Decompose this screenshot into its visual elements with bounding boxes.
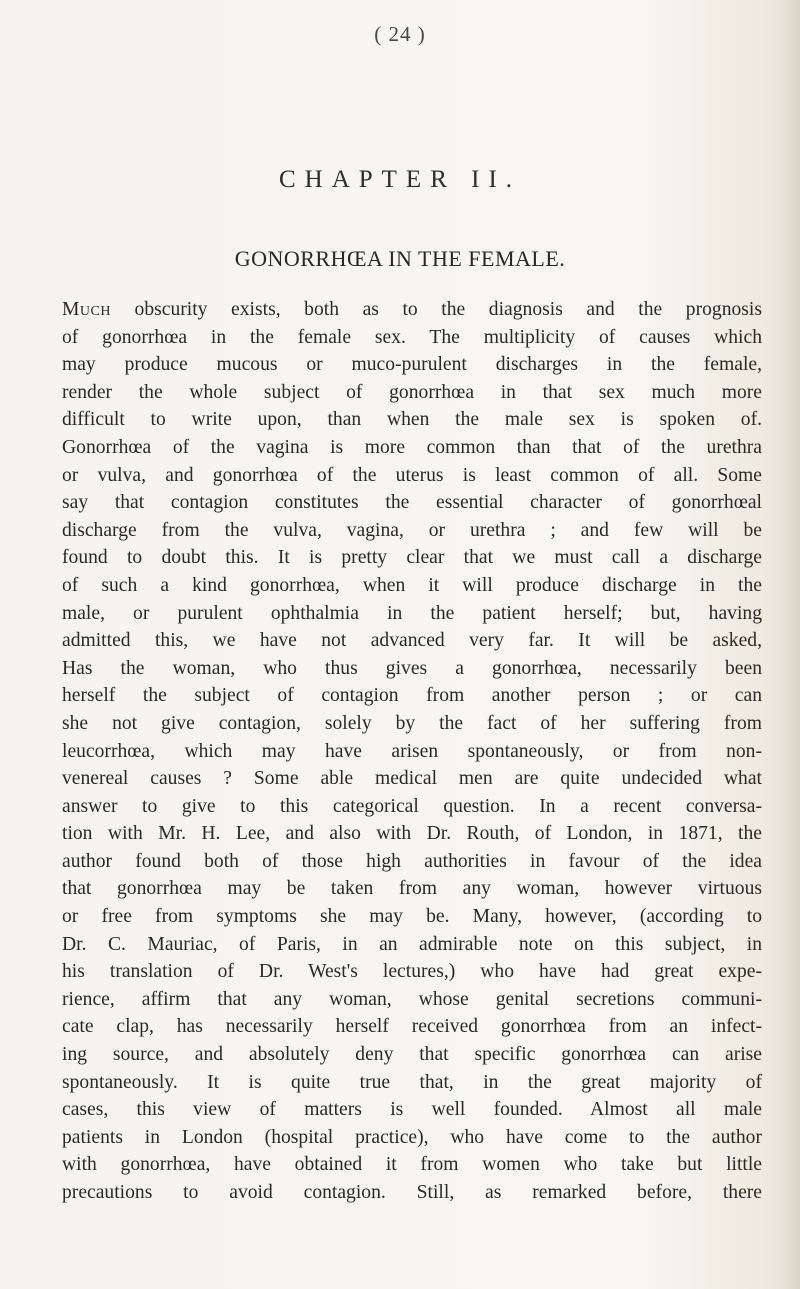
body-paragraph bbox=[62, 296, 762, 1207]
chapter-heading: CHAPTER II. bbox=[278, 166, 522, 193]
text-line: or vulva, and gonorrhœa of the uterus is least common of all. Some bbox=[62, 464, 762, 486]
text-line: herself the subject of contagion from another person ; or can bbox=[62, 685, 762, 707]
drop-word: Much bbox=[62, 299, 111, 320]
text-line: cases, this view of matters is well founded. Almost all male bbox=[62, 1099, 762, 1121]
text-line: answer to give to this categorical question. In a recent conversa- bbox=[62, 795, 762, 817]
text-line: of such a kind gonorrhœa, when it will produce discharge in the bbox=[62, 574, 762, 596]
page-number: ( 24 ) bbox=[374, 22, 426, 46]
text-line: admitted this, we have not advanced very far. It will be asked, bbox=[62, 630, 762, 652]
text-line: Much obscurity exists, both as to the diagnosis and the prognosis bbox=[62, 299, 762, 320]
text-line: of gonorrhœa in the female sex. The multiplicity of causes which bbox=[62, 326, 762, 348]
section-title: GONORRHŒA IN THE FEMALE. bbox=[234, 246, 566, 271]
text-line: rience, affirm that any woman, whose genital secretions communi- bbox=[62, 988, 762, 1010]
text-line: Has the woman, who thus gives a gonorrhœa, necessarily been bbox=[62, 657, 762, 679]
text-line: difficult to write upon, than when the male sex is spoken of. bbox=[62, 409, 762, 431]
text-line: discharge from the vulva, vagina, or urethra ; and few will be bbox=[62, 519, 762, 541]
text-line: Gonorrhœa of the vagina is more common than that of the urethra bbox=[62, 436, 762, 458]
text-line: patients in London (hospital practice), who have come to the author bbox=[62, 1126, 762, 1148]
text-line: cate clap, has necessarily herself received gonorrhœa from an infect- bbox=[62, 1016, 762, 1038]
text-line: that gonorrhœa may be taken from any woman, however virtuous bbox=[62, 878, 762, 900]
text-line: venereal causes ? Some able medical men are quite undecided what bbox=[62, 768, 762, 790]
text-line: render the whole subject of gonorrhœa in that sex much more bbox=[62, 381, 762, 403]
text-line: with gonorrhœa, have obtained it from women who take but little bbox=[62, 1154, 762, 1176]
text-line: say that contagion constitutes the essential character of gonorrhœal bbox=[62, 492, 762, 514]
text-line: precautions to avoid contagion. Still, as remarked before, there bbox=[62, 1182, 762, 1203]
text-line: tion with Mr. H. Lee, and also with Dr. Routh, of London, in 1871, the bbox=[62, 823, 762, 845]
text-line: found to doubt this. It is pretty clear that we must call a discharge bbox=[62, 547, 762, 569]
text-line: may produce mucous or muco-purulent discharges in the female, bbox=[62, 354, 762, 376]
text-line: Dr. C. Mauriac, of Paris, in an admirable note on this subject, in bbox=[62, 933, 762, 955]
text-line: she not give contagion, solely by the fact of her suffering from bbox=[62, 712, 762, 734]
text-line: male, or purulent ophthalmia in the patient herself; but, having bbox=[62, 602, 762, 624]
text-line: or free from symptoms she may be. Many, however, (according to bbox=[62, 906, 762, 928]
text-line: his translation of Dr. West's lectures,) who have had great expe- bbox=[62, 961, 762, 983]
text-line: ing source, and absolutely deny that specific gonorrhœa can arise bbox=[62, 1044, 762, 1066]
text-line: author found both of those high authorities in favour of the idea bbox=[62, 850, 762, 872]
text-line: spontaneously. It is quite true that, in the great majority of bbox=[62, 1071, 762, 1093]
text-line: leucorrhœa, which may have arisen spontaneously, or from non- bbox=[62, 740, 762, 762]
